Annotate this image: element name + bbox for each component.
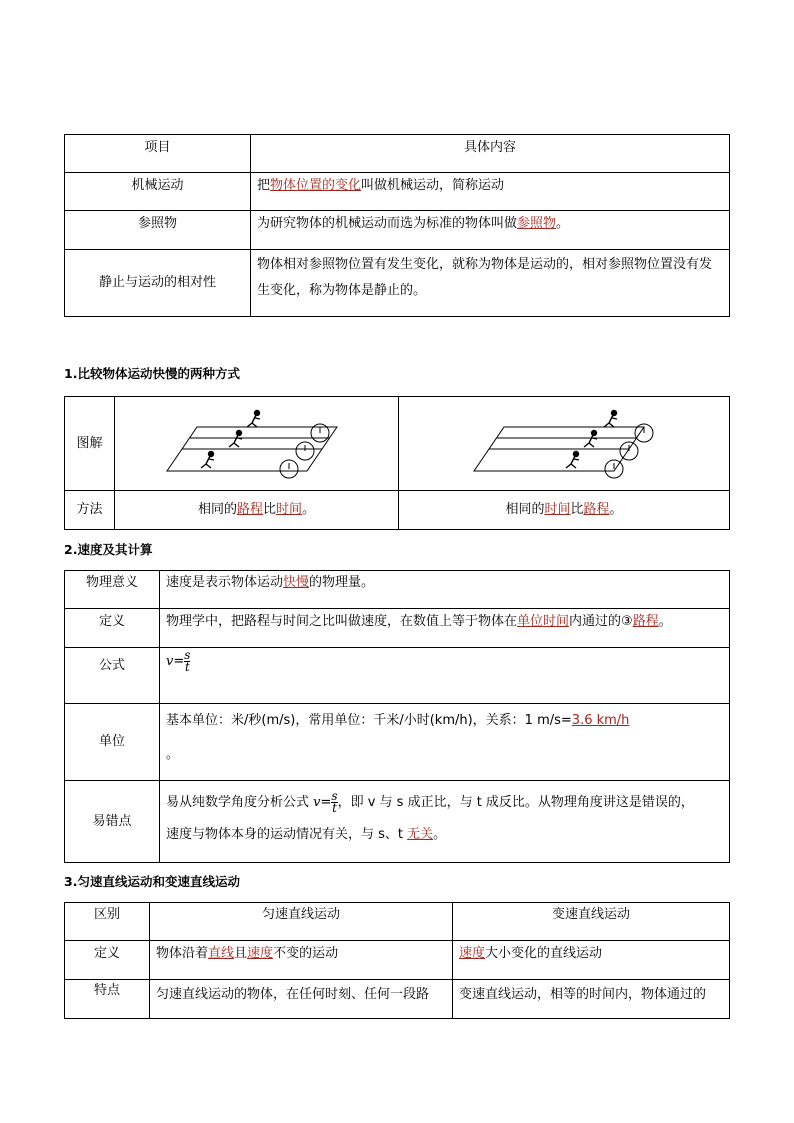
track-diagram-left bbox=[157, 407, 357, 481]
section-heading: 2.速度及其计算 bbox=[64, 542, 153, 557]
row-label: 机械运动 bbox=[65, 173, 251, 211]
variable-definition: 速度大小变化的直线运动 bbox=[453, 941, 730, 980]
formula: v= $\frac{s}{t}$ bbox=[160, 648, 730, 704]
row-label: 静止与运动的相对性 bbox=[65, 250, 251, 317]
header-item: 项目 bbox=[65, 135, 251, 173]
row-content: 基本单位：米/秒(m/s)，常用单位：千米/小时(km/h)，关系：1 m/s=3.6 km/h 。 bbox=[160, 704, 730, 781]
row-label: 公式 bbox=[65, 648, 160, 704]
section-heading: 3.匀速直线运动和变速直线运动 bbox=[64, 874, 240, 889]
row-label: 定义 bbox=[65, 609, 160, 648]
compare-table bbox=[64, 396, 730, 530]
diagram-same-time bbox=[399, 397, 730, 491]
diagram-same-distance bbox=[115, 397, 399, 491]
row-content: 为研究物体的机械运动而选为标准的物体叫做参照物。 bbox=[251, 211, 730, 250]
speed-table bbox=[64, 570, 730, 863]
row-label: 图解 bbox=[65, 397, 115, 491]
row-label: 方法 bbox=[65, 491, 115, 530]
header-cell: 匀速直线运动 bbox=[150, 903, 453, 941]
section-heading: 1.比较物体运动快慢的两种方式 bbox=[64, 366, 240, 381]
uniform-definition: 物体沿着直线且速度不变的运动 bbox=[150, 941, 453, 980]
row-content: 易从纯数学角度分析公式 v= $\frac{s}{t}$ ，即 v 与 s 成正比，与 t 成反比。从物理角度讲这是错误的， 速度与物体本身的运动情况有关，与 s、t 无关。 bbox=[160, 781, 730, 863]
row-label: 易错点 bbox=[65, 781, 160, 863]
fraction: $\frac{s}{t}$ bbox=[184, 648, 191, 674]
row-content: 把物体位置的变化叫做机械运动，简称运动 bbox=[251, 173, 730, 211]
method-right: 相同的时间比路程。 bbox=[399, 491, 730, 530]
method-left: 相同的路程比时间。 bbox=[115, 491, 399, 530]
track-diagram-right bbox=[464, 407, 664, 481]
motion-table bbox=[64, 902, 730, 1019]
row-label: 特点 bbox=[65, 980, 150, 1019]
variable-feature: 变速直线运动，相等的时间内，物体通过的 bbox=[453, 980, 730, 1019]
row-label: 参照物 bbox=[65, 211, 251, 250]
header-cell: 区别 bbox=[65, 903, 150, 941]
fraction: $\frac{s}{t}$ bbox=[331, 789, 338, 815]
header-content: 具体内容 bbox=[251, 135, 730, 173]
header-cell: 变速直线运动 bbox=[453, 903, 730, 941]
row-label: 单位 bbox=[65, 704, 160, 781]
row-label: 定义 bbox=[65, 941, 150, 980]
concept-table bbox=[64, 134, 730, 317]
row-content: 物理学中，把路程与时间之比叫做速度，在数值上等于物体在单位时间内通过的③路程。 bbox=[160, 609, 730, 648]
uniform-feature: 匀速直线运动的物体，在任何时刻、任何一段路 bbox=[150, 980, 453, 1019]
row-content: 速度是表示物体运动快慢的物理量。 bbox=[160, 571, 730, 609]
row-label: 物理意义 bbox=[65, 571, 160, 609]
row-content: 物体相对参照物位置有发生变化，就称为物体是运动的，相对参照物位置没有发生变化，称为物体是静止的。 bbox=[251, 250, 730, 317]
